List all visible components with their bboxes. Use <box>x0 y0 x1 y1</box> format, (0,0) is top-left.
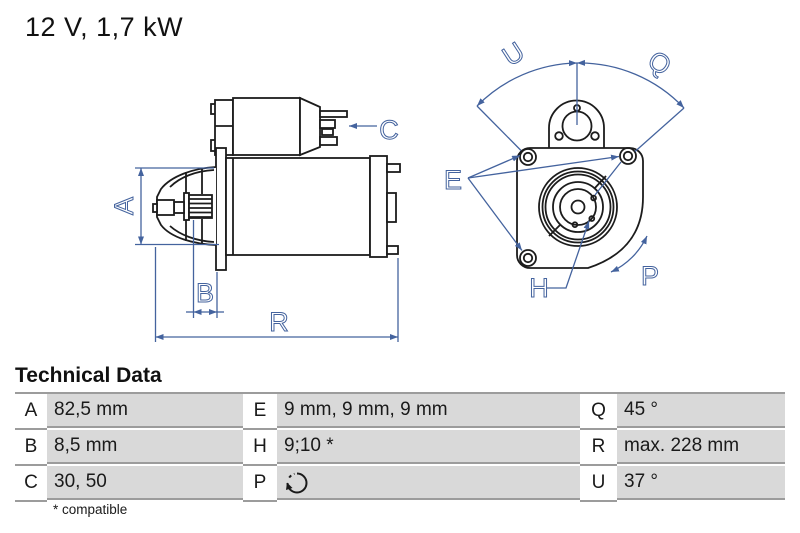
dimension-c <box>349 115 399 145</box>
front-view <box>444 36 684 303</box>
dim-label-r: R <box>269 307 289 337</box>
table-key-u: U <box>580 466 617 502</box>
table-value-e: 9 mm, 9 mm, 9 mm <box>277 394 580 428</box>
technical-data-table <box>15 392 785 502</box>
rotation-direction-icon <box>284 469 310 495</box>
technical-data-heading: Technical Data <box>15 364 162 387</box>
table-key-b: B <box>15 430 47 466</box>
table-value-h: 9;10 * <box>277 430 580 464</box>
table-key-e: E <box>243 394 277 430</box>
drive-end-outline <box>153 167 216 245</box>
solenoid-outline <box>211 98 347 155</box>
page-title: 12 V, 1,7 kW <box>25 12 184 42</box>
table-value-a: 82,5 mm <box>47 394 243 428</box>
table-key-a: A <box>15 394 47 430</box>
dimension-r <box>156 247 399 342</box>
table-value-p <box>277 466 580 500</box>
footnote-compatible: * compatible <box>53 502 128 517</box>
table-key-q: Q <box>580 394 617 430</box>
table-value-u: 37 ° <box>617 466 785 500</box>
dim-label-a: A <box>109 196 139 216</box>
table-key-h: H <box>243 430 277 466</box>
dim-label-c: C <box>379 115 399 145</box>
dim-label-e: E <box>443 165 463 195</box>
dim-label-h: H <box>529 273 549 303</box>
dim-label-u: U <box>497 36 530 73</box>
table-key-r: R <box>580 430 617 466</box>
flange-outline <box>517 148 643 268</box>
table-key-c: C <box>15 466 47 502</box>
dim-label-p: P <box>640 261 660 291</box>
motor-body-outline <box>216 148 400 270</box>
table-value-b: 8,5 mm <box>47 430 243 464</box>
dim-label-q: Q <box>642 44 677 82</box>
table-value-r: max. 228 mm <box>617 430 785 464</box>
dim-label-b: B <box>195 278 215 308</box>
side-view <box>109 98 400 342</box>
table-value-c: 30, 50 <box>47 466 243 500</box>
table-value-q: 45 ° <box>617 394 785 428</box>
table-key-p: P <box>243 466 277 502</box>
